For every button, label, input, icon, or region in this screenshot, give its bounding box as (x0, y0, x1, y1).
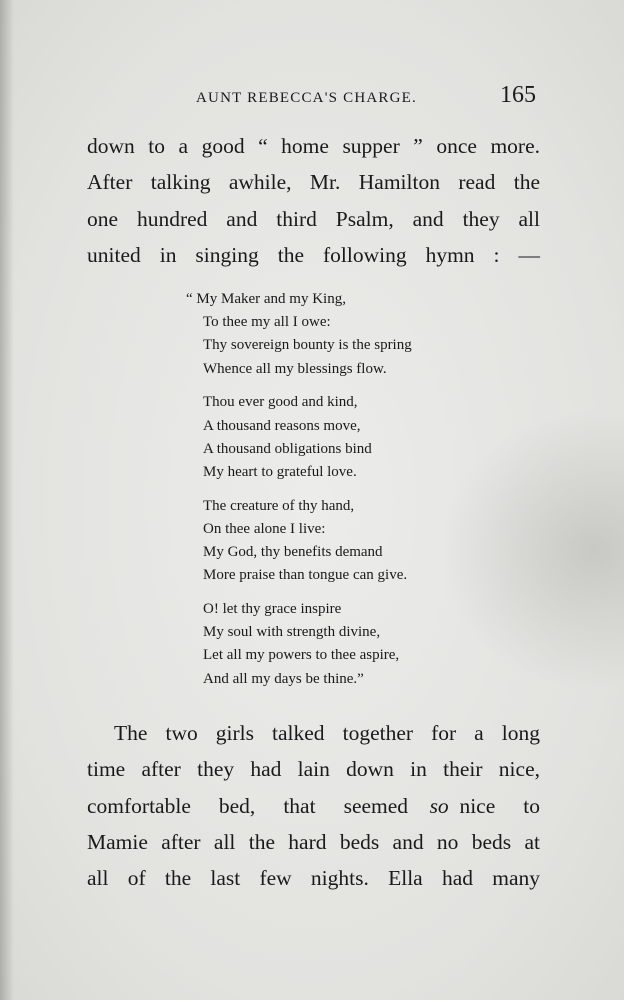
hymn-line: “ My Maker and my King, (186, 291, 346, 307)
hymn-line: Let all my powers to thee aspire, (203, 647, 400, 664)
hymn-stanza-4 (186, 598, 412, 691)
line-text: comfortable bed, that seemed (87, 793, 409, 818)
gutter-shadow (0, 0, 14, 1000)
paragraph-1-line: After talking awhile, Mr. Hamilton read the (87, 170, 540, 195)
hymn (186, 288, 412, 701)
paragraph-2 (87, 715, 540, 896)
hymn-line: A thousand reasons move, (203, 417, 361, 434)
paragraph-2-line: time after they had lain down in their nice, (87, 757, 540, 782)
hymn-line: To thee my all I owe: (203, 314, 331, 331)
paragraph-2-line: The two girls talked together for a long (114, 721, 540, 745)
paragraph-1 (87, 128, 540, 273)
hymn-line: My heart to grateful love. (203, 463, 357, 480)
hymn-line: On thee alone I live: (203, 520, 326, 537)
paragraph-2-line-with-emphasis (87, 788, 540, 824)
hymn-line: More praise than tongue can give. (203, 567, 408, 584)
hymn-stanza-1 (186, 288, 412, 381)
paragraph-2-line: all of the last few nights. Ella had many (87, 866, 540, 891)
hymn-line: O! let thy grace inspire (203, 600, 342, 617)
paragraph-2-line: Mamie after all the hard beds and no beds at (87, 829, 540, 854)
running-head: AUNT REBECCA'S CHARGE. (196, 90, 417, 106)
emphasized-word: so (429, 793, 449, 818)
page-number: 165 (500, 82, 536, 108)
hymn-line: Thou ever good and kind, (203, 394, 358, 411)
hymn-line: Thy sovereign bounty is the spring (203, 337, 412, 354)
hymn-stanza-3 (186, 495, 412, 588)
hymn-line: My God, thy benefits demand (203, 544, 383, 561)
hymn-line: The creature of thy hand, (203, 497, 355, 514)
paragraph-1-line: down to a good “ home supper ” once more. (87, 134, 540, 158)
hymn-line: Whence all my blessings flow. (203, 360, 387, 377)
line-text: nice to (459, 793, 540, 818)
hymn-line: A thousand obligations bind (203, 440, 372, 457)
paragraph-1-line: one hundred and third Psalm, and they all (87, 206, 540, 231)
hymn-stanza-2 (186, 391, 412, 484)
hymn-line: My soul with strength divine, (203, 624, 381, 641)
hymn-line: And all my days be thine.” (203, 670, 364, 687)
paragraph-1-line: united in singing the following hymn : — (87, 242, 540, 267)
page-header (196, 82, 540, 112)
